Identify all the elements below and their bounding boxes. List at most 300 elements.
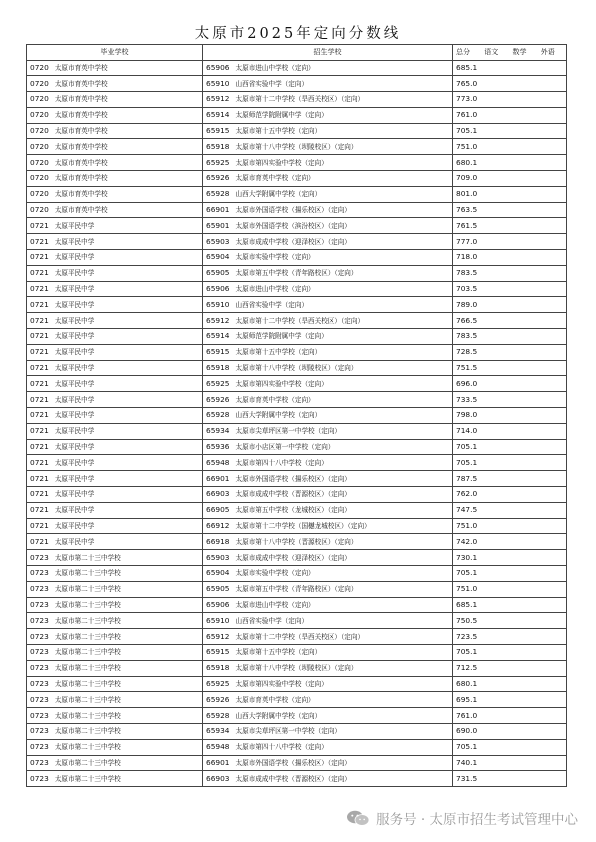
score-cell (453, 708, 567, 724)
school-name: 太原平民中学 (54, 300, 95, 309)
target-name: 山西大学附属中学校（定向） (235, 711, 322, 720)
target-code: 65910 (206, 78, 230, 88)
target-code: 65918 (206, 663, 230, 673)
school-code: 0723 (30, 599, 49, 609)
table-header-row (27, 45, 567, 61)
target-code: 65926 (206, 173, 230, 183)
table-row (27, 629, 567, 645)
target-code: 66901 (206, 473, 230, 483)
target-code: 65928 (206, 410, 230, 420)
table-row (27, 218, 567, 234)
score-cell (453, 423, 567, 439)
graduation-school-cell (27, 313, 203, 329)
table-row (27, 534, 567, 550)
score-cell (453, 265, 567, 281)
total-score: 777.0 (456, 236, 478, 246)
enrollment-school-cell (203, 329, 453, 345)
total-score: 751.0 (456, 521, 478, 530)
table-row (27, 566, 567, 582)
score-cell (453, 408, 567, 424)
school-name: 太原市第二十三中学校 (54, 758, 121, 767)
target-name: 太原市第十五中学校（定向） (235, 127, 322, 136)
school-code: 0721 (30, 442, 49, 452)
graduation-school-cell (27, 629, 203, 645)
table-row (27, 360, 567, 376)
total-score: 703.5 (456, 284, 478, 294)
score-cell (453, 550, 567, 566)
target-name: 太原市小店区第一中学校（定向） (235, 443, 335, 452)
school-code: 0721 (30, 220, 49, 230)
total-score: 751.5 (456, 363, 478, 373)
school-name: 太原市第二十三中学校 (54, 727, 121, 736)
school-name: 太原市育英中学校 (54, 79, 108, 88)
table-row (27, 408, 567, 424)
enrollment-school-cell (203, 76, 453, 92)
target-code: 66918 (206, 536, 230, 546)
header-chinese: 语文 (484, 48, 499, 57)
total-score: 801.0 (456, 189, 478, 199)
table-row (27, 755, 567, 771)
score-cell (453, 376, 567, 392)
graduation-school-cell (27, 581, 203, 597)
target-name: 太原市育英中学校（定向） (235, 695, 315, 704)
graduation-school-cell (27, 218, 203, 234)
graduation-school-cell (27, 392, 203, 408)
target-name: 太原市实验中学校（定向） (235, 253, 315, 262)
total-score: 733.5 (456, 394, 478, 404)
graduation-school-cell (27, 692, 203, 708)
target-code: 65915 (206, 647, 230, 657)
total-score: 761.5 (456, 220, 478, 230)
target-name: 太原市第四实验中学校（定向） (235, 158, 328, 167)
table-row (27, 344, 567, 360)
target-name: 太原市成成中学校（晋源校区）（定向） (235, 774, 351, 783)
total-score: 798.0 (456, 410, 478, 420)
table-row (27, 202, 567, 218)
score-cell (453, 566, 567, 582)
target-name: 太原市第四实验中学校（定向） (235, 679, 328, 688)
score-cell (453, 171, 567, 187)
school-name: 太原平民中学 (54, 474, 95, 483)
school-code: 0721 (30, 394, 49, 404)
graduation-school-cell (27, 676, 203, 692)
school-code: 0720 (30, 173, 49, 183)
target-name: 太原市外国语学校（揚乐校区）（定向） (235, 758, 351, 767)
total-score: 705.1 (456, 568, 478, 578)
table-row (27, 708, 567, 724)
school-name: 太原平民中学 (54, 411, 95, 420)
table-row (27, 771, 567, 787)
score-cell (453, 281, 567, 297)
total-score: 685.1 (456, 62, 478, 72)
watermark (346, 808, 578, 828)
target-name: 太原市第四十八中学校（定向） (235, 743, 328, 752)
enrollment-school-cell (203, 60, 453, 76)
school-code: 0723 (30, 678, 49, 688)
total-score: 761.0 (456, 110, 478, 120)
target-name: 太原市外国语学校（滨汾校区）（定向） (235, 221, 351, 230)
graduation-school-cell (27, 344, 203, 360)
target-code: 65910 (206, 615, 230, 625)
score-cell (453, 76, 567, 92)
target-code: 65928 (206, 710, 230, 720)
table-row (27, 329, 567, 345)
school-name: 太原市第二十三中学校 (54, 711, 121, 720)
graduation-school-cell (27, 265, 203, 281)
table-row (27, 502, 567, 518)
graduation-school-cell (27, 487, 203, 503)
enrollment-school-cell (203, 629, 453, 645)
target-code: 65915 (206, 347, 230, 357)
total-score: 750.5 (456, 615, 478, 625)
total-score: 705.1 (456, 126, 478, 136)
enrollment-school-cell (203, 597, 453, 613)
total-score: 751.0 (456, 584, 478, 594)
table-row (27, 660, 567, 676)
total-score: 762.0 (456, 489, 478, 499)
target-code: 65948 (206, 457, 230, 467)
table-row (27, 155, 567, 171)
graduation-school-cell (27, 155, 203, 171)
enrollment-school-cell (203, 708, 453, 724)
target-name: 太原市第四十八中学校（定向） (235, 458, 328, 467)
target-name: 太原市尖草坪区第一中学校（定向） (235, 727, 342, 736)
score-cell (453, 597, 567, 613)
graduation-school-cell (27, 660, 203, 676)
target-code: 66912 (206, 521, 230, 530)
enrollment-school-cell (203, 107, 453, 123)
school-code: 0723 (30, 757, 49, 767)
total-score: 714.0 (456, 426, 478, 436)
graduation-school-cell (27, 60, 203, 76)
target-code: 65912 (206, 94, 230, 104)
school-code: 0723 (30, 552, 49, 562)
table-row (27, 281, 567, 297)
graduation-school-cell (27, 408, 203, 424)
page-title: 太原市2025年定向分数线 (194, 26, 402, 42)
target-code: 65914 (206, 331, 230, 341)
total-score: 718.0 (456, 252, 478, 262)
table-row (27, 76, 567, 92)
target-code: 66901 (206, 205, 230, 215)
score-cell (453, 644, 567, 660)
graduation-school-cell (27, 423, 203, 439)
school-code: 0720 (30, 126, 49, 136)
table-row (27, 518, 567, 534)
school-name: 太原平民中学 (54, 395, 95, 404)
table-row (27, 676, 567, 692)
target-code: 66905 (206, 505, 230, 515)
school-code: 0723 (30, 584, 49, 594)
enrollment-school-cell (203, 92, 453, 108)
score-cell (453, 92, 567, 108)
table-row (27, 297, 567, 313)
total-score: 728.5 (456, 347, 478, 357)
score-cell (453, 392, 567, 408)
graduation-school-cell (27, 471, 203, 487)
school-name: 太原平民中学 (54, 506, 95, 515)
school-name: 太原市育英中学校 (54, 158, 108, 167)
total-score: 690.0 (456, 726, 478, 736)
school-code: 0723 (30, 631, 49, 641)
school-name: 太原平民中学 (54, 443, 95, 452)
target-code: 65904 (206, 252, 230, 262)
target-name: 山西省实验中学（定向） (235, 616, 309, 625)
total-score: 731.5 (456, 773, 478, 783)
total-score: 789.0 (456, 299, 478, 309)
graduation-school-cell (27, 771, 203, 787)
school-code: 0723 (30, 615, 49, 625)
table-row (27, 250, 567, 266)
table-row (27, 376, 567, 392)
target-code: 65925 (206, 678, 230, 688)
school-name: 太原市第二十三中学校 (54, 553, 121, 562)
school-name: 太原平民中学 (54, 379, 95, 388)
target-name: 山西大学附属中学校（定向） (235, 190, 322, 199)
graduation-school-cell (27, 550, 203, 566)
school-code: 0723 (30, 726, 49, 736)
target-name: 太原市第五中学校（青年路校区）（定向） (235, 269, 358, 278)
enrollment-school-cell (203, 155, 453, 171)
header-english: 外语 (540, 48, 555, 57)
wechat-icon (346, 810, 370, 826)
enrollment-school-cell (203, 313, 453, 329)
target-name: 太原市成成中学校（迎泽校区）（定向） (235, 237, 351, 246)
enrollment-school-cell (203, 502, 453, 518)
graduation-school-cell (27, 250, 203, 266)
school-name: 太原市第二十三中学校 (54, 600, 121, 609)
total-score: 723.5 (456, 631, 478, 641)
school-code: 0720 (30, 110, 49, 120)
graduation-school-cell (27, 455, 203, 471)
school-name: 太原市育英中学校 (54, 206, 108, 215)
enrollment-school-cell (203, 518, 453, 534)
graduation-school-cell (27, 360, 203, 376)
score-cell (453, 755, 567, 771)
target-code: 65926 (206, 694, 230, 704)
enrollment-school-cell (203, 771, 453, 787)
enrollment-school-cell (203, 186, 453, 202)
target-code: 65948 (206, 742, 230, 752)
enrollment-school-cell (203, 487, 453, 503)
total-score: 680.1 (456, 157, 478, 167)
school-code: 0723 (30, 647, 49, 657)
school-code: 0720 (30, 62, 49, 72)
header-scores (453, 45, 567, 61)
target-code: 65905 (206, 584, 230, 594)
school-name: 太原市第二十三中学校 (54, 648, 121, 657)
table-body (27, 60, 567, 787)
target-code: 66901 (206, 757, 230, 767)
enrollment-school-cell (203, 581, 453, 597)
target-code: 66903 (206, 773, 230, 783)
total-score: 705.1 (456, 647, 478, 657)
graduation-school-cell (27, 723, 203, 739)
enrollment-school-cell (203, 265, 453, 281)
target-name: 太原市成成中学校（迎泽校区）（定向） (235, 553, 351, 562)
graduation-school-cell (27, 123, 203, 139)
school-name: 太原市育英中学校 (54, 190, 108, 199)
graduation-school-cell (27, 171, 203, 187)
target-name: 太原市第十八中学校（坝陵校区）（定向） (235, 142, 358, 151)
target-code: 65903 (206, 236, 230, 246)
enrollment-school-cell (203, 550, 453, 566)
score-cell (453, 139, 567, 155)
enrollment-school-cell (203, 360, 453, 376)
target-code: 65918 (206, 363, 230, 373)
graduation-school-cell (27, 613, 203, 629)
graduation-school-cell (27, 597, 203, 613)
total-score: 761.0 (456, 710, 478, 720)
target-code: 65914 (206, 110, 230, 120)
table-row (27, 471, 567, 487)
score-cell (453, 107, 567, 123)
score-cell (453, 297, 567, 313)
school-code: 0723 (30, 773, 49, 783)
target-name: 山西省实验中学（定向） (235, 300, 309, 309)
graduation-school-cell (27, 92, 203, 108)
target-code: 65934 (206, 726, 230, 736)
school-name: 太原市第二十三中学校 (54, 616, 121, 625)
score-cell (453, 60, 567, 76)
target-code: 65904 (206, 568, 230, 578)
target-code: 65925 (206, 157, 230, 167)
graduation-school-cell (27, 376, 203, 392)
enrollment-school-cell (203, 392, 453, 408)
target-name: 太原市尖草坪区第一中学校（定向） (235, 427, 342, 436)
school-code: 0720 (30, 157, 49, 167)
score-cell (453, 344, 567, 360)
target-name: 太原市第十五中学校（定向） (235, 348, 322, 357)
score-cell (453, 360, 567, 376)
graduation-school-cell (27, 139, 203, 155)
table-row (27, 613, 567, 629)
school-code: 0720 (30, 78, 49, 88)
score-cell (453, 313, 567, 329)
graduation-school-cell (27, 297, 203, 313)
target-name: 山西大学附属中学校（定向） (235, 411, 322, 420)
school-code: 0721 (30, 536, 49, 546)
table-row (27, 739, 567, 755)
total-score: 765.0 (456, 78, 478, 88)
enrollment-school-cell (203, 471, 453, 487)
school-code: 0721 (30, 347, 49, 357)
school-name: 太原市第二十三中学校 (54, 585, 121, 594)
score-cell (453, 723, 567, 739)
target-name: 太原市外国语学校（揚乐校区）（定向） (235, 474, 351, 483)
target-code: 65901 (206, 220, 230, 230)
target-name: 太原市第十八中学校（坝陵校区）（定向） (235, 364, 358, 373)
school-name: 太原平民中学 (54, 253, 95, 262)
total-score: 709.0 (456, 173, 478, 183)
target-code: 65936 (206, 442, 230, 452)
table-row (27, 139, 567, 155)
school-name: 太原市育英中学校 (54, 174, 108, 183)
total-score: 766.5 (456, 315, 478, 325)
table-row (27, 644, 567, 660)
school-code: 0723 (30, 710, 49, 720)
table-row (27, 92, 567, 108)
school-code: 0720 (30, 189, 49, 199)
target-name: 太原市实验中学校（定向） (235, 569, 315, 578)
school-code: 0723 (30, 694, 49, 704)
target-name: 太原市外国语学校（揚乐校区）（定向） (235, 206, 351, 215)
school-code: 0721 (30, 473, 49, 483)
school-name: 太原市第二十三中学校 (54, 695, 121, 704)
graduation-school-cell (27, 739, 203, 755)
score-cell (453, 771, 567, 787)
score-cell (453, 581, 567, 597)
school-code: 0720 (30, 141, 49, 151)
enrollment-school-cell (203, 218, 453, 234)
school-name: 太原平民中学 (54, 237, 95, 246)
total-score: 705.1 (456, 442, 478, 452)
enrollment-school-cell (203, 344, 453, 360)
target-code: 65912 (206, 631, 230, 641)
table-row (27, 60, 567, 76)
school-name: 太原平民中学 (54, 269, 95, 278)
score-cell (453, 692, 567, 708)
score-cell (453, 660, 567, 676)
school-name: 太原平民中学 (54, 316, 95, 325)
table-row (27, 171, 567, 187)
enrollment-school-cell (203, 613, 453, 629)
table-row (27, 392, 567, 408)
graduation-school-cell (27, 76, 203, 92)
school-name: 太原平民中学 (54, 285, 95, 294)
graduation-school-cell (27, 534, 203, 550)
enrollment-school-cell (203, 281, 453, 297)
target-name: 太原市第十二中学校（旱西关校区）（定向） (235, 632, 365, 641)
enrollment-school-cell (203, 534, 453, 550)
watermark-text: 服务号 · 太原市招生考试管理中心 (376, 812, 578, 828)
enrollment-school-cell (203, 297, 453, 313)
school-name: 太原平民中学 (54, 537, 95, 546)
score-cell (453, 123, 567, 139)
score-cell (453, 234, 567, 250)
school-code: 0721 (30, 457, 49, 467)
total-score: 705.1 (456, 457, 478, 467)
school-code: 0721 (30, 315, 49, 325)
graduation-school-cell (27, 186, 203, 202)
enrollment-school-cell (203, 755, 453, 771)
score-cell (453, 202, 567, 218)
total-score: 712.5 (456, 663, 478, 673)
school-code: 0720 (30, 205, 49, 215)
table-row (27, 123, 567, 139)
school-name: 太原市第二十三中学校 (54, 774, 121, 783)
school-name: 太原市第二十三中学校 (54, 664, 121, 673)
header-enrollment-school: 招生学校 (203, 45, 453, 61)
table-row (27, 581, 567, 597)
school-name: 太原平民中学 (54, 490, 95, 499)
score-cell (453, 250, 567, 266)
graduation-school-cell (27, 439, 203, 455)
target-name: 太原市成成中学校（晋源校区）（定向） (235, 490, 351, 499)
score-cell (453, 329, 567, 345)
target-code: 65928 (206, 189, 230, 199)
score-cell (453, 613, 567, 629)
score-cell (453, 629, 567, 645)
total-score: 773.0 (456, 94, 478, 104)
target-code: 65905 (206, 268, 230, 278)
total-score: 747.5 (456, 505, 478, 515)
target-name: 太原市育英中学校（定向） (235, 174, 315, 183)
enrollment-school-cell (203, 139, 453, 155)
target-name: 太原市第十八中学校（晋源校区）（定向） (235, 537, 358, 546)
score-cell (453, 518, 567, 534)
school-code: 0723 (30, 663, 49, 673)
